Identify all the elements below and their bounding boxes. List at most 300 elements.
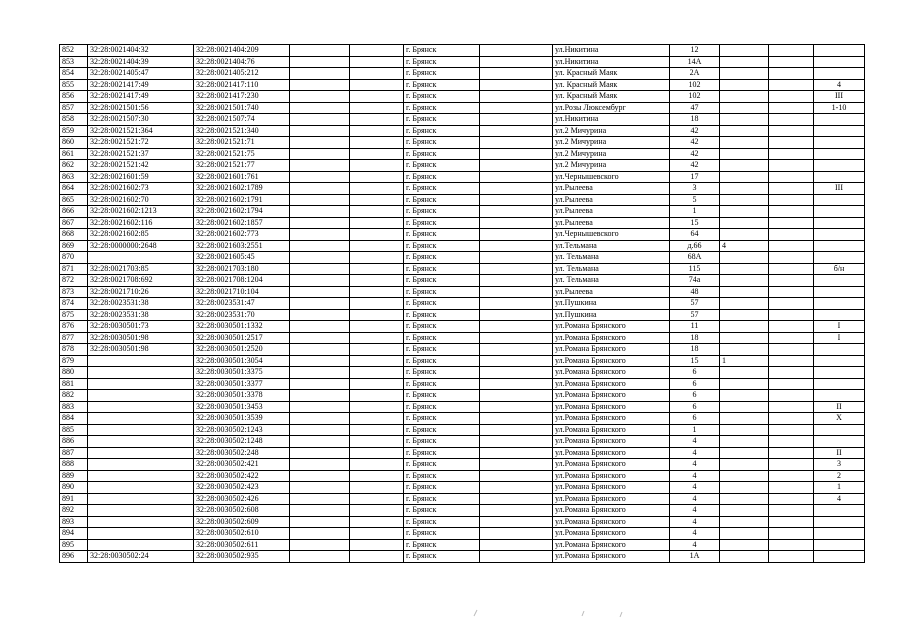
cell-empty — [480, 206, 553, 218]
cell-empty — [290, 45, 350, 57]
cell-house: 47 — [670, 102, 720, 114]
cell-cad2: 32:28:0021708:1204 — [194, 275, 290, 287]
cell-house: 4 — [670, 436, 720, 448]
cell-cad1 — [88, 436, 194, 448]
cell-empty — [769, 309, 814, 321]
cell-extra — [720, 91, 769, 103]
cell-cad1: 32:28:0021708:692 — [88, 275, 194, 287]
cell-cad2: 32:28:0021417:230 — [194, 91, 290, 103]
cell-street: ул.Никитина — [553, 45, 670, 57]
cell-house: 48 — [670, 286, 720, 298]
cell-num: 852 — [60, 45, 88, 57]
cell-extra — [720, 217, 769, 229]
cell-num: 855 — [60, 79, 88, 91]
cell-empty — [480, 125, 553, 137]
cell-house: 42 — [670, 148, 720, 160]
cell-num: 872 — [60, 275, 88, 287]
cell-empty — [290, 183, 350, 195]
cell-cad2: 32:28:0021501:740 — [194, 102, 290, 114]
cell-extra — [720, 286, 769, 298]
cell-apt — [814, 229, 865, 241]
cell-empty — [769, 493, 814, 505]
table-row — [60, 551, 865, 563]
cell-empty — [769, 355, 814, 367]
cell-extra — [720, 447, 769, 459]
cell-street: ул.Рылеева — [553, 183, 670, 195]
cell-extra — [720, 229, 769, 241]
cell-extra — [720, 539, 769, 551]
cell-empty — [769, 539, 814, 551]
cell-empty — [769, 171, 814, 183]
cell-street: ул.Рылеева — [553, 217, 670, 229]
cell-extra: 1 — [720, 355, 769, 367]
cell-cad2: 32:28:0021703:180 — [194, 263, 290, 275]
cell-house: 4 — [670, 539, 720, 551]
cell-extra — [720, 551, 769, 563]
cell-empty — [769, 482, 814, 494]
cell-empty — [350, 171, 404, 183]
cell-cad1 — [88, 505, 194, 517]
cell-empty — [350, 45, 404, 57]
table-row — [60, 482, 865, 494]
cell-street: ул.Тельмана — [553, 240, 670, 252]
cell-house: 4 — [670, 470, 720, 482]
cell-cad1: 32:28:0023531:38 — [88, 309, 194, 321]
cell-street: ул. Тельмана — [553, 263, 670, 275]
cell-apt: 1-10 — [814, 102, 865, 114]
table-row — [60, 390, 865, 402]
cell-city: г. Брянск — [404, 298, 480, 310]
cell-cad2: 32:28:0030502:248 — [194, 447, 290, 459]
cell-num: 853 — [60, 56, 88, 68]
cell-extra — [720, 482, 769, 494]
cell-apt: 4 — [814, 79, 865, 91]
cell-empty — [480, 447, 553, 459]
cell-street: ул. Тельмана — [553, 252, 670, 264]
cell-num: 857 — [60, 102, 88, 114]
cell-house: 42 — [670, 125, 720, 137]
cell-num: 886 — [60, 436, 88, 448]
cell-empty — [290, 56, 350, 68]
cell-cad2: 32:28:0030502:611 — [194, 539, 290, 551]
cell-apt: I — [814, 332, 865, 344]
cell-empty — [290, 436, 350, 448]
table-row — [60, 148, 865, 160]
table-row — [60, 183, 865, 195]
cell-cad2: 32:28:0021521:340 — [194, 125, 290, 137]
cell-empty — [769, 102, 814, 114]
table-row — [60, 413, 865, 425]
cell-house: 4 — [670, 505, 720, 517]
cell-street: ул.Романа Брянского — [553, 390, 670, 402]
table-row — [60, 298, 865, 310]
cell-apt — [814, 551, 865, 563]
cell-empty — [290, 114, 350, 126]
cell-city: г. Брянск — [404, 321, 480, 333]
cell-empty — [480, 275, 553, 287]
cell-city: г. Брянск — [404, 447, 480, 459]
cell-apt — [814, 367, 865, 379]
cell-cad2: 32:28:0021603:2551 — [194, 240, 290, 252]
cell-empty — [290, 332, 350, 344]
cell-empty — [769, 459, 814, 471]
cell-house: 18 — [670, 114, 720, 126]
cell-house: 6 — [670, 367, 720, 379]
cell-cad1: 32:28:0021417:49 — [88, 91, 194, 103]
cell-empty — [480, 68, 553, 80]
cell-empty — [480, 367, 553, 379]
cell-cad1 — [88, 516, 194, 528]
cell-num: 879 — [60, 355, 88, 367]
cell-cad2: 32:28:0030501:3054 — [194, 355, 290, 367]
table-row — [60, 171, 865, 183]
cell-apt: II — [814, 447, 865, 459]
cell-empty — [350, 378, 404, 390]
cell-apt: X — [814, 413, 865, 425]
cell-empty — [290, 263, 350, 275]
cell-apt — [814, 424, 865, 436]
cell-empty — [290, 493, 350, 505]
cell-apt — [814, 286, 865, 298]
cell-cad1: 32:28:0021602:73 — [88, 183, 194, 195]
cell-cad2: 32:28:0021507:74 — [194, 114, 290, 126]
cell-apt — [814, 298, 865, 310]
cell-cad2: 32:28:0021404:209 — [194, 45, 290, 57]
cell-city: г. Брянск — [404, 551, 480, 563]
cell-empty — [480, 505, 553, 517]
cell-street: ул. Тельмана — [553, 275, 670, 287]
cell-empty — [769, 390, 814, 402]
cell-apt — [814, 160, 865, 172]
cell-num: 871 — [60, 263, 88, 275]
cell-empty — [480, 91, 553, 103]
cell-empty — [290, 482, 350, 494]
cell-extra: 4 — [720, 240, 769, 252]
cell-empty — [480, 286, 553, 298]
cell-extra — [720, 206, 769, 218]
cell-extra — [720, 367, 769, 379]
cell-cad2: 32:28:0021602:1791 — [194, 194, 290, 206]
table-row — [60, 91, 865, 103]
cell-empty — [350, 505, 404, 517]
cell-empty — [769, 240, 814, 252]
cell-empty — [769, 378, 814, 390]
cell-cad2: 32:28:0021601:761 — [194, 171, 290, 183]
cell-house: 5 — [670, 194, 720, 206]
cell-city: г. Брянск — [404, 252, 480, 264]
cell-num: 859 — [60, 125, 88, 137]
cell-cad2: 32:28:0030501:1332 — [194, 321, 290, 333]
cell-cad1: 32:28:0021405:47 — [88, 68, 194, 80]
cell-apt: 1 — [814, 482, 865, 494]
table-row — [60, 470, 865, 482]
cell-empty — [290, 91, 350, 103]
cell-empty — [480, 516, 553, 528]
cell-empty — [290, 217, 350, 229]
cell-empty — [350, 137, 404, 149]
cell-num: 891 — [60, 493, 88, 505]
cell-cad1 — [88, 539, 194, 551]
cell-empty — [769, 194, 814, 206]
cell-cad1 — [88, 482, 194, 494]
cell-extra — [720, 137, 769, 149]
cell-city: г. Брянск — [404, 482, 480, 494]
cell-empty — [769, 447, 814, 459]
cell-empty — [480, 240, 553, 252]
cell-empty — [290, 367, 350, 379]
cell-cad2: 32:28:0021605:45 — [194, 252, 290, 264]
cell-empty — [350, 447, 404, 459]
cell-house: 15 — [670, 355, 720, 367]
cell-street: ул.Романа Брянского — [553, 436, 670, 448]
cell-cad2: 32:28:0021521:75 — [194, 148, 290, 160]
cell-city: г. Брянск — [404, 137, 480, 149]
cell-street: ул.Романа Брянского — [553, 344, 670, 356]
cell-cad2: 32:28:0030502:610 — [194, 528, 290, 540]
cell-num: 881 — [60, 378, 88, 390]
cell-extra — [720, 56, 769, 68]
cell-city: г. Брянск — [404, 401, 480, 413]
cell-cad1 — [88, 424, 194, 436]
cell-empty — [350, 160, 404, 172]
cell-empty — [480, 413, 553, 425]
cell-empty — [350, 424, 404, 436]
cell-apt — [814, 45, 865, 57]
cell-empty — [350, 332, 404, 344]
cell-extra — [720, 45, 769, 57]
cell-num: 877 — [60, 332, 88, 344]
cell-empty — [290, 505, 350, 517]
cell-cad1: 32:28:0021703:85 — [88, 263, 194, 275]
cell-street: ул.Романа Брянского — [553, 424, 670, 436]
cell-empty — [480, 355, 553, 367]
table-row — [60, 252, 865, 264]
cell-empty — [480, 332, 553, 344]
cell-apt: 4 — [814, 493, 865, 505]
cell-empty — [769, 275, 814, 287]
cell-empty — [290, 539, 350, 551]
cell-city: г. Брянск — [404, 332, 480, 344]
cell-empty — [769, 137, 814, 149]
cell-apt — [814, 309, 865, 321]
cell-empty — [290, 137, 350, 149]
cell-apt — [814, 390, 865, 402]
cell-num: 856 — [60, 91, 88, 103]
cell-empty — [769, 413, 814, 425]
cell-house: 2А — [670, 68, 720, 80]
cell-extra — [720, 298, 769, 310]
table-row — [60, 493, 865, 505]
cell-extra — [720, 148, 769, 160]
cell-num: 875 — [60, 309, 88, 321]
cell-empty — [350, 183, 404, 195]
cell-extra — [720, 401, 769, 413]
cell-empty — [290, 171, 350, 183]
cell-cad1: 32:28:0021507:30 — [88, 114, 194, 126]
cell-empty — [290, 240, 350, 252]
cell-city: г. Брянск — [404, 194, 480, 206]
cell-apt: 3 — [814, 459, 865, 471]
cell-empty — [350, 79, 404, 91]
cell-empty — [350, 125, 404, 137]
cell-apt: 2 — [814, 470, 865, 482]
cell-empty — [480, 298, 553, 310]
cell-empty — [350, 551, 404, 563]
cell-empty — [769, 114, 814, 126]
cell-house: 4 — [670, 528, 720, 540]
property-register-table — [59, 44, 865, 563]
cell-street: ул.2 Мичурина — [553, 137, 670, 149]
cell-apt — [814, 194, 865, 206]
cell-city: г. Брянск — [404, 114, 480, 126]
cell-house: 12 — [670, 45, 720, 57]
cell-empty — [480, 183, 553, 195]
table-row — [60, 56, 865, 68]
cell-empty — [769, 344, 814, 356]
cell-cad1 — [88, 470, 194, 482]
cell-house: 1А — [670, 551, 720, 563]
cell-street: ул.Романа Брянского — [553, 505, 670, 517]
cell-num: 889 — [60, 470, 88, 482]
cell-empty — [769, 528, 814, 540]
cell-house: 11 — [670, 321, 720, 333]
cell-house: 4 — [670, 516, 720, 528]
cell-street: ул.Никитина — [553, 114, 670, 126]
cell-cad2: 32:28:0030502:422 — [194, 470, 290, 482]
cell-empty — [290, 229, 350, 241]
scan-marks — [470, 606, 630, 620]
cell-num: 893 — [60, 516, 88, 528]
cell-city: г. Брянск — [404, 275, 480, 287]
cell-num: 878 — [60, 344, 88, 356]
cell-city: г. Брянск — [404, 309, 480, 321]
cell-num: 884 — [60, 413, 88, 425]
cell-house: 3 — [670, 183, 720, 195]
cell-street: ул.Рылеева — [553, 206, 670, 218]
cell-cad2: 32:28:0030502:1248 — [194, 436, 290, 448]
cell-num: 867 — [60, 217, 88, 229]
cell-cad2: 32:28:0030501:3453 — [194, 401, 290, 413]
cell-cad1 — [88, 378, 194, 390]
cell-cad1: 32:28:0021501:56 — [88, 102, 194, 114]
cell-cad2: 32:28:0030502:609 — [194, 516, 290, 528]
cell-extra — [720, 378, 769, 390]
cell-num: 888 — [60, 459, 88, 471]
cell-num: 865 — [60, 194, 88, 206]
cell-house: 42 — [670, 160, 720, 172]
cell-empty — [290, 355, 350, 367]
cell-cad2: 32:28:0030501:3539 — [194, 413, 290, 425]
table-row — [60, 217, 865, 229]
cell-extra — [720, 160, 769, 172]
cell-extra — [720, 390, 769, 402]
cell-empty — [290, 390, 350, 402]
cell-num: 870 — [60, 252, 88, 264]
cell-extra — [720, 194, 769, 206]
cell-apt: III — [814, 183, 865, 195]
cell-num: 885 — [60, 424, 88, 436]
cell-empty — [480, 539, 553, 551]
cell-cad1: 32:28:0021404:32 — [88, 45, 194, 57]
cell-house: 1 — [670, 206, 720, 218]
cell-num: 880 — [60, 367, 88, 379]
table-row — [60, 424, 865, 436]
cell-apt — [814, 539, 865, 551]
cell-cad1: 32:28:0021602:1213 — [88, 206, 194, 218]
table-row — [60, 240, 865, 252]
cell-num: 861 — [60, 148, 88, 160]
table-row — [60, 229, 865, 241]
cell-cad2: 32:28:0030502:1243 — [194, 424, 290, 436]
cell-empty — [769, 298, 814, 310]
cell-street: ул. Красный Маяк — [553, 79, 670, 91]
cell-cad2: 32:28:0021521:71 — [194, 137, 290, 149]
cell-cad2: 32:28:0021521:77 — [194, 160, 290, 172]
cell-street: ул.Рылеева — [553, 194, 670, 206]
cell-empty — [769, 516, 814, 528]
cell-empty — [290, 309, 350, 321]
cell-cad1: 32:28:0030501:98 — [88, 332, 194, 344]
cell-empty — [769, 125, 814, 137]
cell-street: ул.2 Мичурина — [553, 125, 670, 137]
cell-empty — [769, 263, 814, 275]
cell-num: 887 — [60, 447, 88, 459]
cell-street: ул. Красный Маяк — [553, 91, 670, 103]
cell-street: ул.2 Мичурина — [553, 160, 670, 172]
cell-empty — [350, 114, 404, 126]
cell-extra — [720, 309, 769, 321]
cell-extra — [720, 171, 769, 183]
cell-street: ул.Романа Брянского — [553, 516, 670, 528]
cell-street: ул.Романа Брянского — [553, 470, 670, 482]
cell-empty — [290, 321, 350, 333]
cell-house: 4 — [670, 493, 720, 505]
cell-empty — [350, 493, 404, 505]
table-row — [60, 367, 865, 379]
cell-street: ул.Романа Брянского — [553, 528, 670, 540]
cell-cad2: 32:28:0030501:2517 — [194, 332, 290, 344]
cell-cad2: 32:28:0030501:3377 — [194, 378, 290, 390]
cell-street: ул.Романа Брянского — [553, 378, 670, 390]
cell-empty — [480, 470, 553, 482]
cell-empty — [480, 424, 553, 436]
cell-extra — [720, 102, 769, 114]
cell-apt — [814, 56, 865, 68]
cell-cad1: 32:28:0021601:59 — [88, 171, 194, 183]
cell-apt — [814, 252, 865, 264]
cell-city: г. Брянск — [404, 125, 480, 137]
table-row — [60, 160, 865, 172]
cell-city: г. Брянск — [404, 459, 480, 471]
cell-house: д.66 — [670, 240, 720, 252]
cell-house: 102 — [670, 79, 720, 91]
cell-empty — [290, 516, 350, 528]
cell-city: г. Брянск — [404, 378, 480, 390]
cell-empty — [290, 194, 350, 206]
cell-house: 115 — [670, 263, 720, 275]
cell-extra — [720, 114, 769, 126]
cell-empty — [480, 401, 553, 413]
table-row — [60, 505, 865, 517]
cell-cad1 — [88, 447, 194, 459]
cell-empty — [350, 413, 404, 425]
cell-city: г. Брянск — [404, 413, 480, 425]
cell-empty — [480, 114, 553, 126]
cell-city: г. Брянск — [404, 539, 480, 551]
cell-empty — [350, 68, 404, 80]
cell-empty — [769, 79, 814, 91]
cell-city: г. Брянск — [404, 263, 480, 275]
